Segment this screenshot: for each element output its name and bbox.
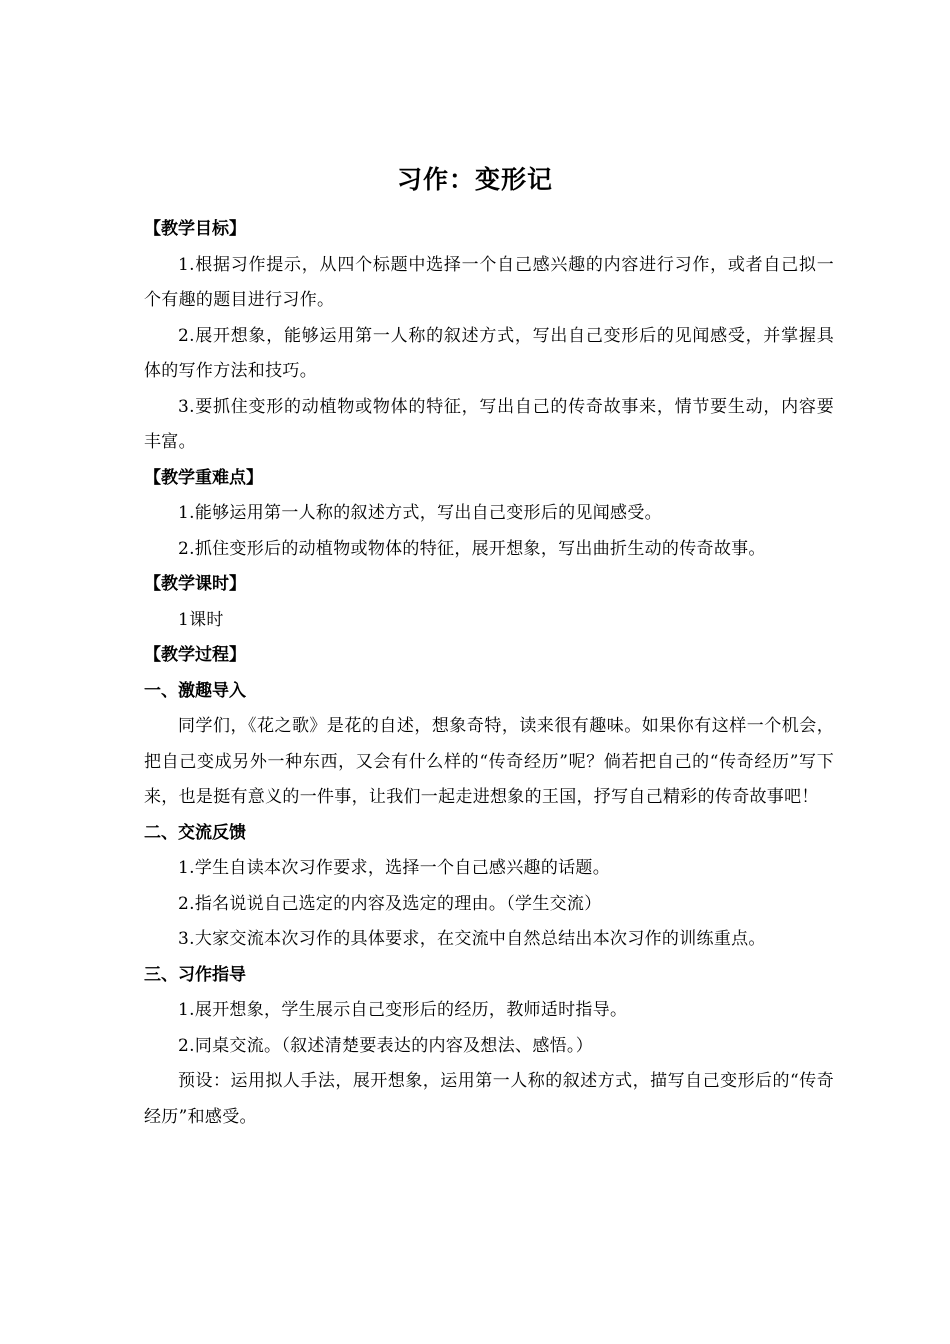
duration-text: 1课时 — [178, 609, 224, 630]
step-2-paragraph-3: 3.大家交流本次习作的具体要求，在交流中自然总结出本次习作的训练重点。 — [178, 929, 766, 949]
objective-item-3: 3.要抓住变形的动植物或物体的特征，写出自己的传奇故事来，情节要生动，内容要丰富。 — [144, 396, 834, 452]
duration-heading: 【教学课时】 — [144, 574, 246, 594]
step-2-paragraph-2: 2.指名说说自己选定的内容及选定的理由。（学生交流） — [178, 893, 602, 914]
step-3-heading: 三、习作指导 — [144, 964, 246, 985]
step-3-paragraph-1: 1.展开想象，学生展示自己变形后的经历，教师适时指导。 — [178, 1000, 628, 1020]
objective-item-2: 2.展开想象，能够运用第一人称的叙述方式，写出自己变形后的见闻感受，并掌握具体的写作方法和技巧。 — [144, 325, 834, 381]
key-points-heading: 【教学重难点】 — [144, 467, 263, 488]
objective-item-1: 1.根据习作提示，从四个标题中选择一个自己感兴趣的内容进行习作，或者自己拟一个有趣的题目进行习作。 — [144, 254, 834, 310]
objectives-heading: 【教学目标】 — [144, 219, 246, 239]
process-heading: 【教学过程】 — [144, 645, 246, 665]
key-point-item-1: 1.能够运用第一人称的叙述方式，写出自己变形后的见闻感受。 — [178, 503, 662, 523]
step-3-paragraph-3: 预设：运用拟人手法，展开想象，运用第一人称的叙述方式，描写自己变形后的“传奇经历”和感受。 — [144, 1071, 834, 1127]
step-3-paragraph-2: 2.同桌交流。（叙述清楚要表达的内容及想法、感悟。） — [178, 1035, 594, 1056]
document-title: 习作：变形记 — [396, 165, 553, 194]
step-1-heading: 一、激趣导入 — [144, 680, 246, 701]
step-2-paragraph-1: 1.学生自读本次习作要求，选择一个自己感兴趣的话题。 — [178, 858, 611, 878]
step-2-heading: 二、交流反馈 — [144, 822, 246, 843]
document-body — [144, 212, 834, 1135]
step-1-paragraph-1: 同学们，《花之歌》是花的自述，想象奇特，读来很有趣味。如果你有这样一个机会，把自己变成另外一种东西，又会有什么样的“传奇经历”呢？倘若把自己的“传奇经历”写下来，也是挺有意义的一件事，让我们一起走进想象的王国，抒写自己精彩的传奇故事吧！ — [144, 716, 834, 807]
key-point-item-2: 2.抓住变形后的动植物或物体的特征，展开想象，写出曲折生动的传奇故事。 — [178, 538, 766, 559]
